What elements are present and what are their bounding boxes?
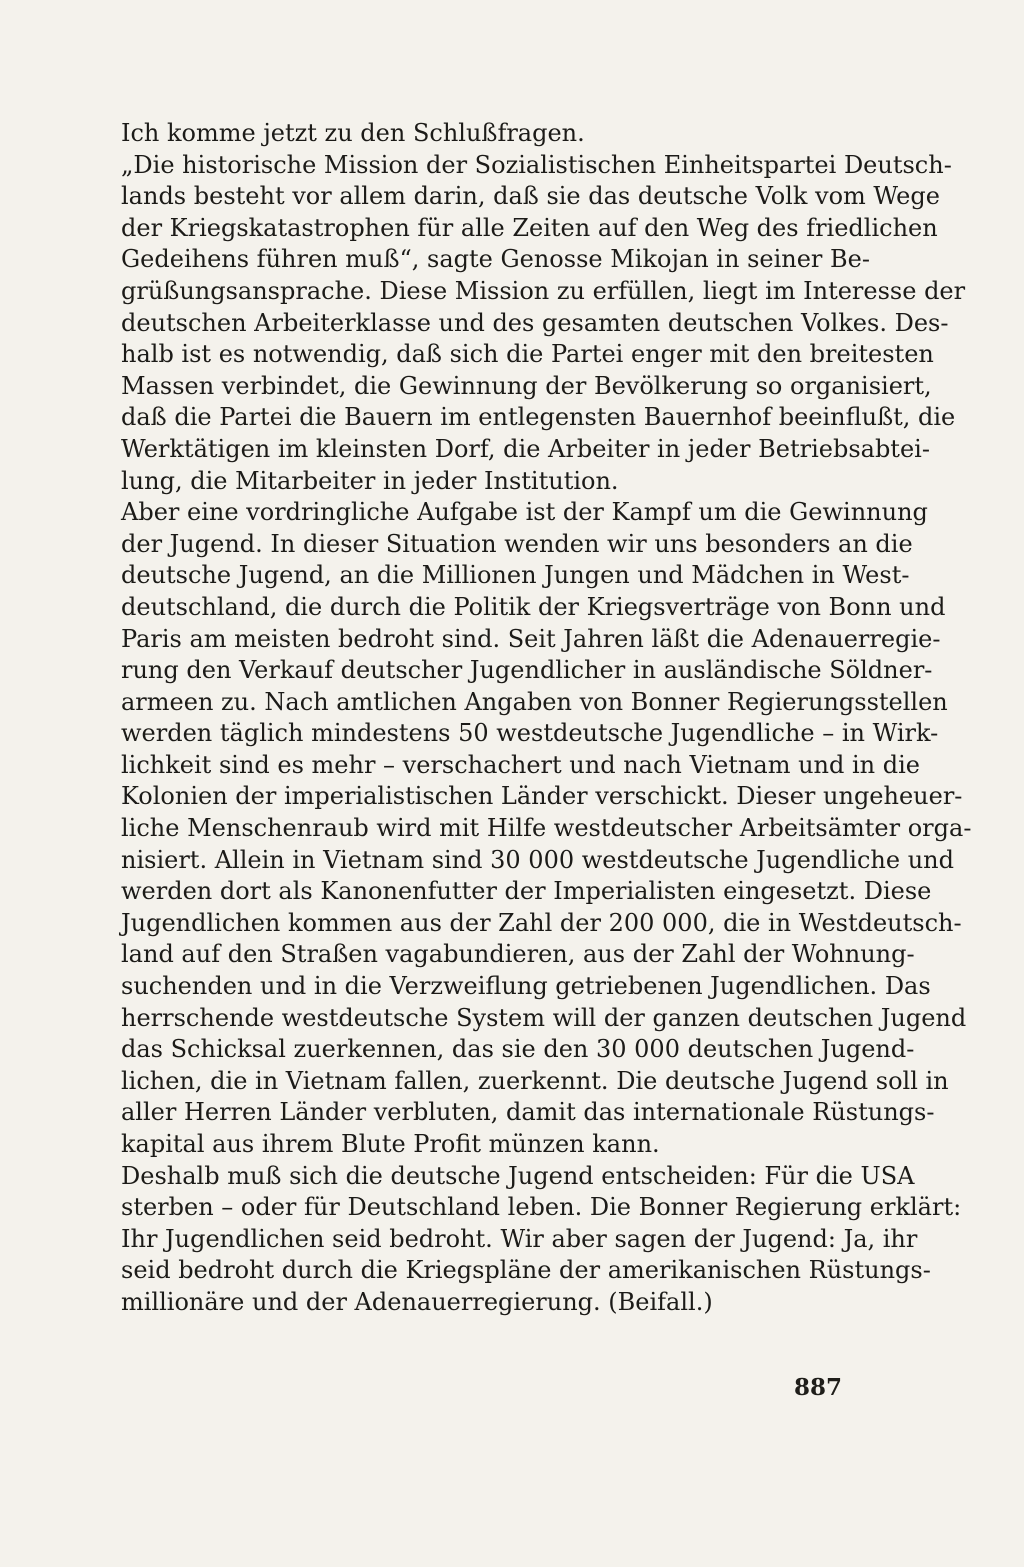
paragraph-1 <box>121 118 865 150</box>
text-line: land auf den Straßen vagabundieren, aus der Zahl der Wohnung- <box>121 940 915 969</box>
text-line: lung, die Mitarbeiter in jeder Institution. <box>121 466 619 495</box>
text-line: lichen, die in Vietnam fallen, zuerkennt. Die deutsche Jugend soll in <box>121 1066 949 1095</box>
text-line: liche Menschenraub wird mit Hilfe westdeutscher Arbeitsämter orga- <box>121 814 972 843</box>
paragraph-3 <box>121 497 972 1160</box>
text-line: deutsche Jugend, an die Millionen Jungen und Mädchen in West- <box>121 561 910 590</box>
text-line: Kolonien der imperialistischen Länder verschickt. Dieser ungeheuer- <box>121 782 963 811</box>
text-line: Deshalb muß sich die deutsche Jugend entscheiden: Für die USA <box>121 1161 915 1190</box>
text-line: aller Herren Länder verbluten, damit das internationale Rüstungs- <box>121 1098 935 1127</box>
text-line: Jugendlichen kommen aus der Zahl der 200 000, die in Westdeutsch- <box>121 908 962 937</box>
body-text <box>121 118 972 1319</box>
text-line: grüßungsansprache. Diese Mission zu erfüllen, liegt im Interesse der <box>121 276 966 305</box>
text-line: seid bedroht durch die Kriegspläne der amerikanischen Rüstungs- <box>121 1256 931 1285</box>
text-line: werden dort als Kanonenfutter der Imperialisten eingesetzt. Diese <box>121 877 932 906</box>
text-line: rung den Verkauf deutscher Jugendlicher in ausländische Söldner- <box>121 656 933 685</box>
paragraph-2 <box>121 150 966 498</box>
text-line: der Jugend. In dieser Situation wenden wir uns besonders an die <box>121 529 913 558</box>
text-line: deutschen Arbeiterklasse und des gesamten deutschen Volkes. Des- <box>121 308 949 337</box>
text-line: halb ist es notwendig, daß sich die Partei enger mit den breitesten <box>121 340 934 369</box>
text-line: werden täglich mindestens 50 westdeutsche Jugendliche – in Wirk- <box>121 719 939 748</box>
paragraph-4 <box>121 1161 962 1319</box>
text-line: deutschland, die durch die Politik der Kriegsverträge von Bonn und <box>121 592 946 621</box>
text-line: Werktätigen im kleinsten Dorf, die Arbeiter in jeder Betriebsabtei- <box>121 434 930 463</box>
text-line: millionäre und der Adenauerregierung. (Beifall.) <box>121 1287 713 1316</box>
text-line: „Die historische Mission der Sozialistischen Einheitspartei Deutsch- <box>121 150 952 179</box>
text-line: lichkeit sind es mehr – verschachert und nach Vietnam und in die <box>121 750 920 779</box>
text-line: das Schicksal zuerkennen, das sie den 30 000 deutschen Jugend- <box>121 1035 915 1064</box>
text-line: Ich komme jetzt zu den Schlußfragen. <box>121 119 585 147</box>
text-line: Gedeihens führen muß“, sagte Genosse Mikojan in seiner Be- <box>121 245 870 274</box>
text-line: suchenden und in die Verzweiflung getriebenen Jugendlichen. Das <box>121 972 931 1001</box>
text-line: herrschende westdeutsche System will der ganzen deutschen Jugend <box>121 1003 967 1032</box>
text-line: der Kriegskatastrophen für alle Zeiten auf den Weg des friedlichen <box>121 213 938 242</box>
text-line: Paris am meisten bedroht sind. Seit Jahren läßt die Adenauerregie- <box>121 624 941 653</box>
page-number: 887 <box>794 1374 843 1401</box>
text-line: armeen zu. Nach amtlichen Angaben von Bonner Regierungsstellen <box>121 687 948 716</box>
text-line: Massen verbindet, die Gewinnung der Bevölkerung so organisiert, <box>121 371 932 400</box>
text-line: Ihr Jugendlichen seid bedroht. Wir aber sagen der Jugend: Ja, ihr <box>121 1224 918 1253</box>
text-line: kapital aus ihrem Blute Profit münzen kann. <box>121 1130 660 1158</box>
text-line: nisiert. Allein in Vietnam sind 30 000 westdeutsche Jugendliche und <box>121 845 954 874</box>
text-line: daß die Partei die Bauern im entlegensten Bauernhof beeinflußt, die <box>121 403 956 432</box>
text-line: Aber eine vordringliche Aufgabe ist der Kampf um die Gewinnung <box>121 498 928 527</box>
text-line: sterben – oder für Deutschland leben. Die Bonner Regierung erklärt: <box>121 1193 962 1222</box>
text-line: lands besteht vor allem darin, daß sie das deutsche Volk vom Wege <box>121 182 940 211</box>
